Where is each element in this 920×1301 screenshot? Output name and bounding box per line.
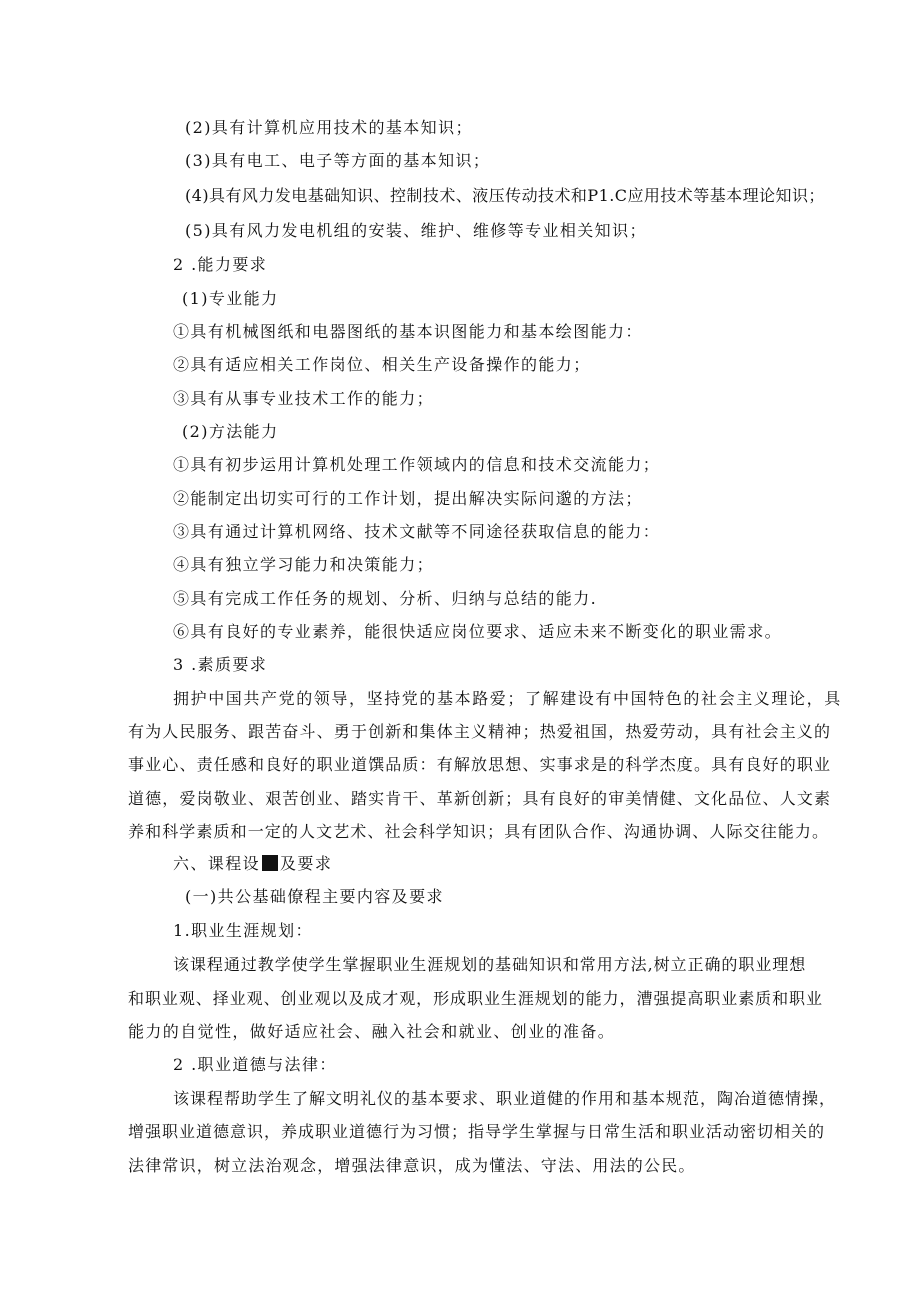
method-ability-item-1: ①具有初步运用计算机处理工作领域内的信息和技术交流能力； [173,455,661,474]
professional-ability-item-1: ①具有机械图纸和电器图纸的基本识图能力和基本绘图能力： [173,322,643,341]
method-ability-item-4: ④具有独立学习能力和决策能力； [173,555,435,574]
knowledge-item-3: (3)具有电工、电子等方面的基本知识； [185,151,491,170]
quality-paragraph-line-2: 有为人民服务、跟苦奋斗、勇于创新和集体主义精神；热爱祖国，热爱劳动，具有社会主义的 [128,722,832,741]
redaction-block [262,855,278,871]
quality-heading: 3 .素质要求 [173,655,268,674]
knowledge-item-5: (5)具有风力发电机组的安装、维护、维修等专业相关知识； [185,221,647,240]
course-2-line-2: 增强职业道德意识，养成职业道德行为习惯；指导学生掌握与日常生活和职业活动密切相关的 [128,1122,826,1141]
method-ability-item-2: ②能制定出切实可行的工作计划，提出解决实际问邈的方法； [173,489,643,508]
quality-paragraph-line-1: 拥护中国共产党的领导，坚持党的基本路爱；了解建设有中国特色的社会主义理论，具 [173,689,842,708]
course-2-line-1: 该课程帮助学生了解文明礼仪的基本要求、职业道健的作用和基本规范，陶冶道德情操， [173,1089,837,1108]
quality-paragraph-line-3: 事业心、责任感和良好的职业道馔品质：有解放思想、实事求是的科学杰度。具有良好的职业 [128,755,832,774]
public-courses-heading: (一)共公基础僚程主要内容及要求 [185,887,444,906]
course-1-title: 1.职业生涯规划： [173,921,313,940]
section-six-heading-start: 六、课程设 [173,854,261,873]
course-2-title: 2 .职业道德与法律： [173,1055,337,1074]
course-1-line-1: 该课程通过教学使学生掌握职业生涯规划的基础知识和常用方法,树立正确的职业理想 [173,955,807,974]
course-1-line-2: 和职业观、择业观、创业观以及成才观，形成职业生涯规划的能力，漕强提高职业素质和职业 [128,989,823,1008]
quality-paragraph-line-5: 养和科学素质和一定的人文艺术、社会科学知识；具有团队合作、沟通协调、人际交往能力。 [128,822,830,841]
knowledge-item-2: (2)具有计算机应用技术的基本知识； [185,118,473,137]
method-ability-item-3: ③具有通过计算机网络、技术文献等不同途径获取信息的能力： [173,522,661,541]
method-ability-item-6: ⑥具有良好的专业素养，能很快适应岗位要求、适应未来不断变化的职业需求。 [173,622,783,641]
ability-heading: 2 .能力要求 [173,255,268,274]
professional-ability-item-2: ②具有适应相关工作岗位、相关生产设备操作的能力； [173,355,591,374]
method-ability-item-5: ⑤具有完成工作任务的规划、分析、归纳与总结的能力. [173,589,598,608]
course-1-line-3: 能力的自觉性，做好适应社会、融入社会和就业、创业的准备。 [128,1022,616,1041]
professional-ability-heading: (1)专业能力 [182,289,279,308]
quality-paragraph-line-4: 道德，爱岗敬业、艰苦创业、踏实肯干、革新创新；具有良好的审美情健、文化品位、人文素 [128,789,832,808]
method-ability-heading: (2)方法能力 [182,422,279,441]
knowledge-item-4: (4)具有风力发电基础知识、控制技术、液压传动技术和P1.C应用技术等基本理论知识； [185,186,825,205]
professional-ability-item-3: ③具有从事专业技术工作的能力； [173,389,435,408]
section-six-heading-end: 及要求 [280,854,333,873]
course-2-line-3: 法律常识，树立法治观念，增强法律意识，成为懂法、守法、用法的公民。 [128,1156,696,1175]
section-six-heading [173,853,332,875]
